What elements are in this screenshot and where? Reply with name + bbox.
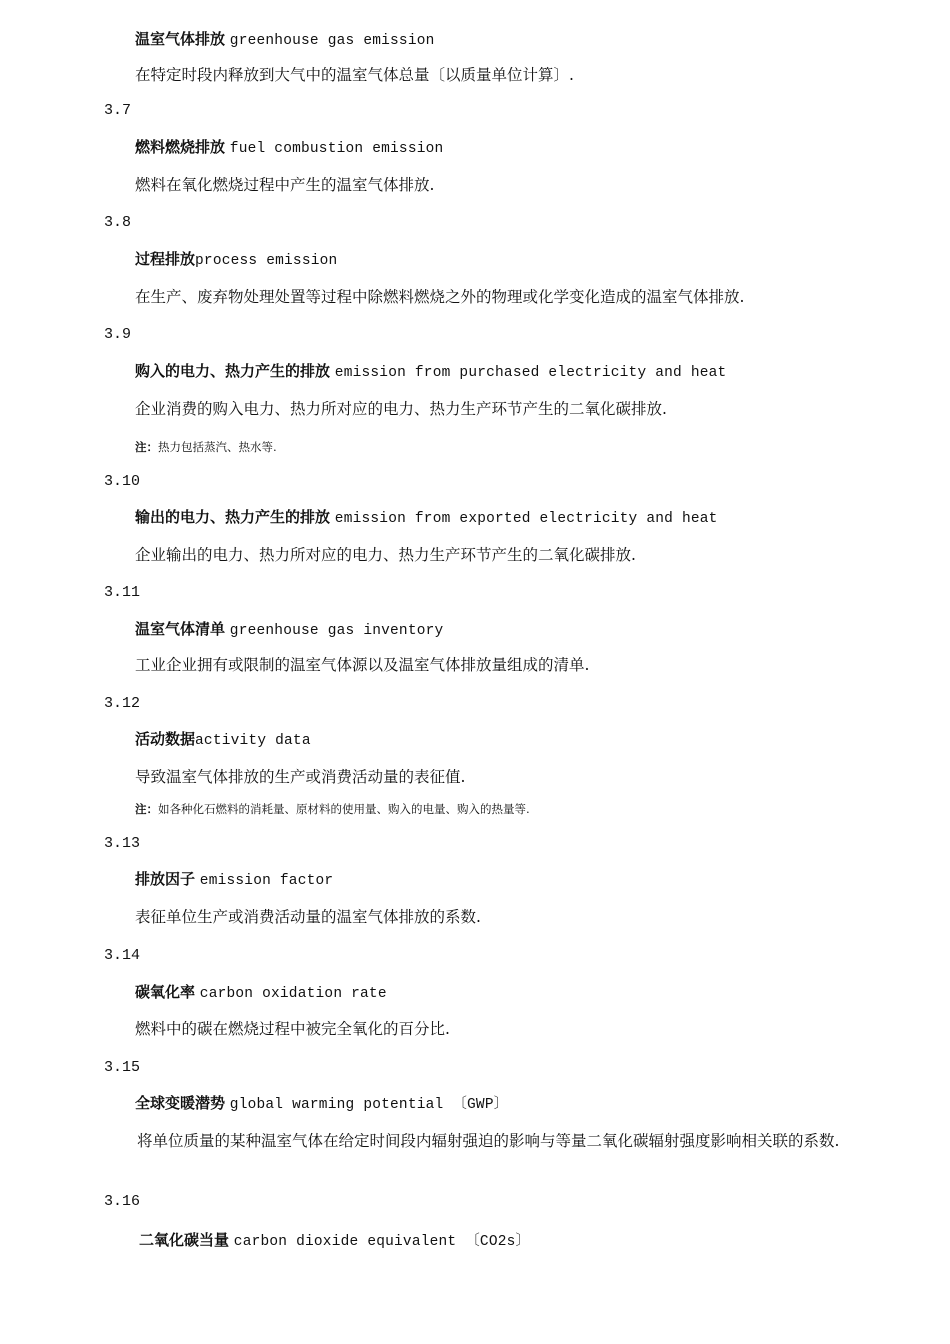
term-chinese: 排放因子 [135, 870, 196, 888]
clause-number: 3.12 [104, 695, 141, 712]
term-chinese: 碳氧化率 [135, 983, 196, 1001]
clause-number: 3.10 [104, 473, 141, 490]
clause-number: 3.16 [104, 1193, 141, 1210]
term-chinese: 温室气体清单 [135, 620, 226, 638]
term-heading [135, 510, 718, 527]
clause-number: 3.8 [104, 214, 132, 231]
term-definition: 表征单位生产或消费活动量的温室气体排放的系数. [135, 908, 481, 926]
term-chinese: 输出的电力、热力产生的排放 [135, 508, 331, 526]
term-chinese: 二氧化碳当量 [139, 1231, 230, 1249]
term-chinese: 全球变暖潜势 [135, 1094, 226, 1112]
term-heading [135, 985, 387, 1002]
term-note [135, 442, 277, 454]
term-note [135, 804, 530, 816]
term-heading [135, 872, 333, 889]
term-chinese: 燃料燃烧排放 [135, 138, 226, 156]
term-chinese: 活动数据 [135, 730, 196, 748]
term-heading [135, 364, 726, 381]
term-heading [135, 140, 443, 157]
term-heading [135, 732, 311, 749]
clause-number: 3.14 [104, 947, 141, 964]
term-definition: 工业企业拥有或限制的温室气体源以及温室气体排放量组成的清单. [135, 656, 590, 674]
term-definition: 将单位质量的某种温室气体在给定时间段内辐射强迫的影响与等量二氧化碳辐射强度影响相关联的系数. [137, 1132, 840, 1150]
term-heading [135, 32, 435, 49]
term-english: global warming potential 〔GWP〕 [229, 1097, 509, 1113]
term-english: carbon dioxide equivalent 〔CO2s〕 [233, 1234, 531, 1250]
clause-number: 3.15 [104, 1059, 141, 1076]
term-english: process emission [195, 253, 338, 269]
term-definition: 在特定时段内释放到大气中的温室气体总量〔以质量单位计算〕. [135, 66, 574, 84]
term-definition: 燃料中的碳在燃烧过程中被完全氧化的百分比. [135, 1020, 450, 1038]
term-english: greenhouse gas emission [229, 33, 435, 49]
note-text: 如各种化石燃料的消耗量、原材料的使用量、购入的电量、购入的热量等. [158, 802, 530, 816]
clause-number: 3.7 [104, 102, 132, 119]
term-heading [135, 252, 337, 269]
note-text: 热力包括蒸汽、热水等. [158, 440, 277, 454]
term-english: emission from purchased electricity and heat [334, 365, 727, 381]
term-chinese: 过程排放 [135, 250, 196, 268]
term-english: emission from exported electricity and heat [334, 511, 718, 527]
term-english: activity data [195, 733, 311, 749]
term-chinese: 购入的电力、热力产生的排放 [135, 362, 331, 380]
term-heading [135, 1096, 508, 1113]
term-english: greenhouse gas inventory [229, 623, 444, 639]
term-definition: 在生产、废弃物处理处置等过程中除燃料燃烧之外的物理或化学变化造成的温室气体排放. [135, 288, 745, 306]
term-definition: 导致温室气体排放的生产或消费活动量的表征值. [135, 768, 466, 786]
term-definition: 企业输出的电力、热力所对应的电力、热力生产环节产生的二氧化碳排放. [135, 546, 636, 564]
note-label: 注： [135, 440, 158, 454]
term-heading [135, 622, 443, 639]
term-english: emission factor [199, 873, 334, 889]
clause-number: 3.13 [104, 835, 141, 852]
term-definition: 企业消费的购入电力、热力所对应的电力、热力生产环节产生的二氧化碳排放. [135, 400, 667, 418]
term-english: carbon oxidation rate [199, 986, 387, 1002]
term-definition: 燃料在氧化燃烧过程中产生的温室气体排放. [135, 176, 435, 194]
term-english: fuel combustion emission [229, 141, 444, 157]
term-heading [139, 1233, 530, 1250]
clause-number: 3.11 [104, 584, 141, 601]
note-label: 注： [135, 802, 158, 816]
clause-number: 3.9 [104, 326, 132, 343]
term-chinese: 温室气体排放 [135, 30, 226, 48]
